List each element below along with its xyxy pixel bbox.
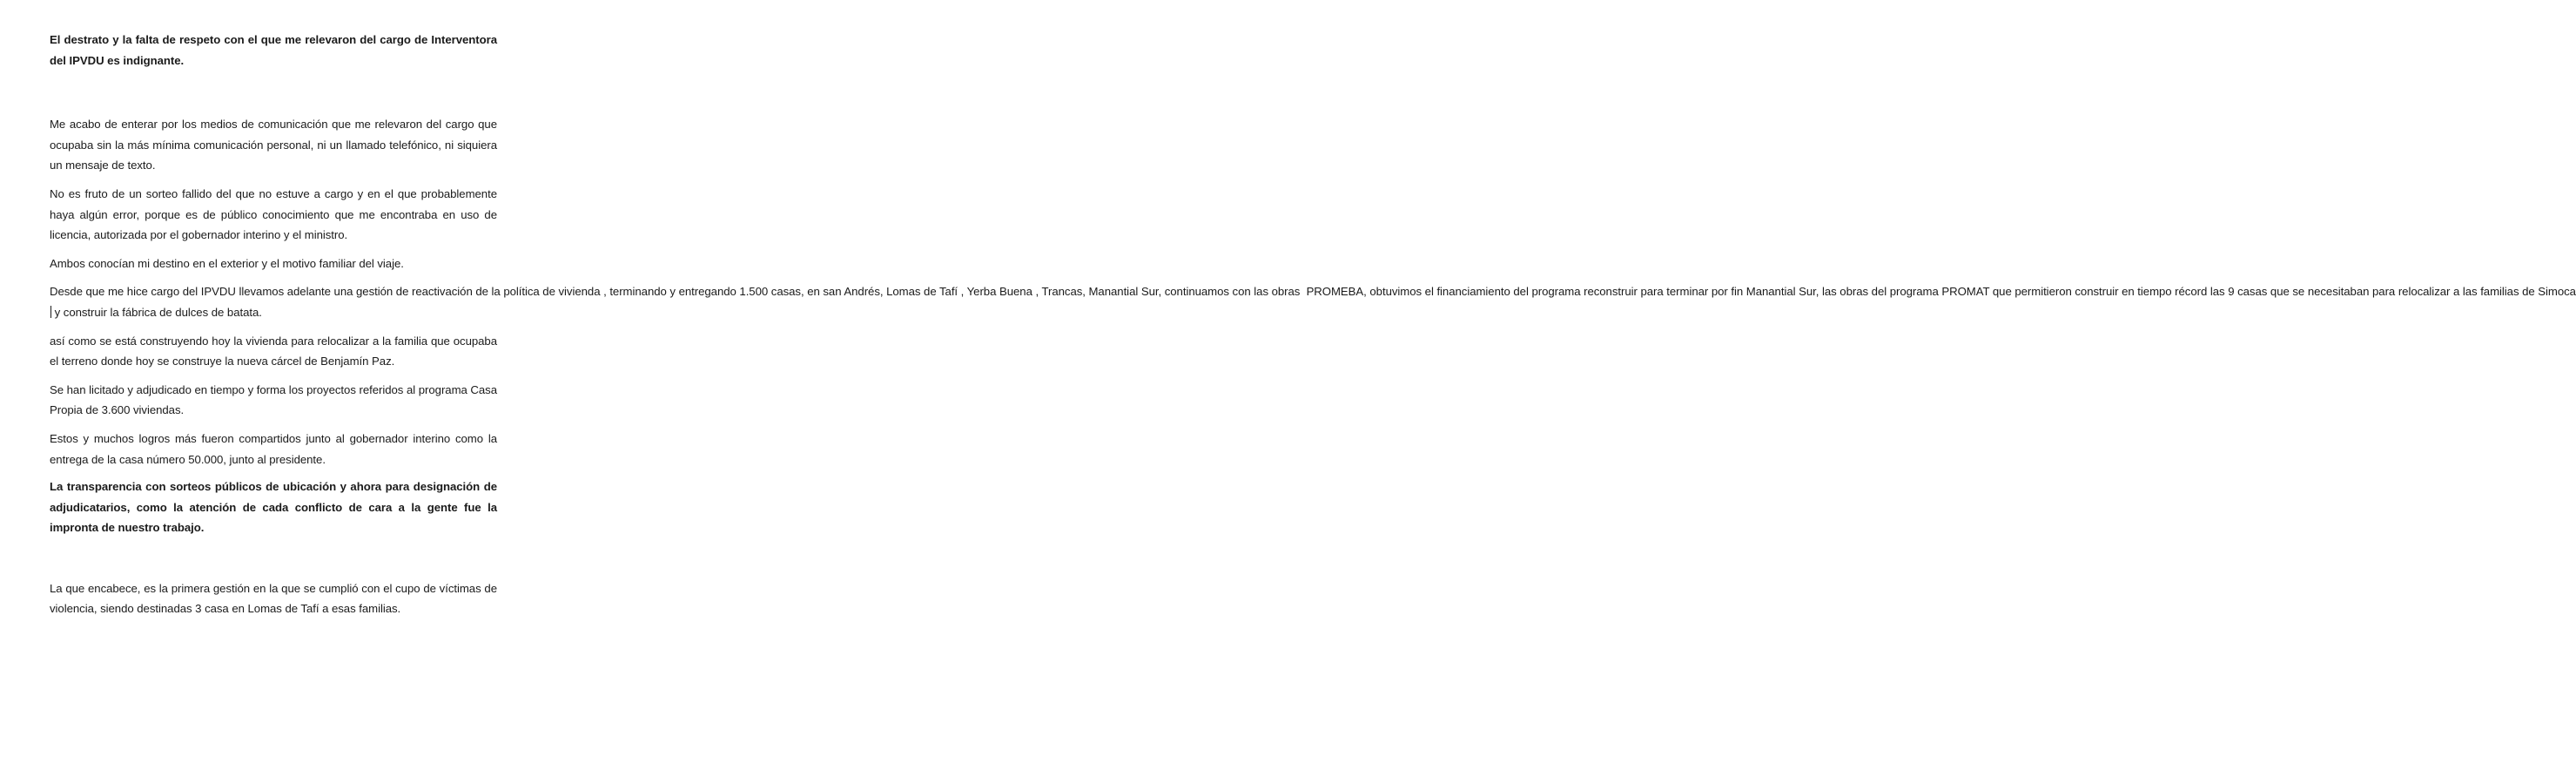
spacer-4 <box>50 323 497 331</box>
paragraph-4-text-after-caret: y construir la fábrica de dulces de batata. <box>51 305 262 319</box>
spacer-3 <box>50 274 497 281</box>
document-heading: El destrato y la falta de respeto con el que me relevaron del cargo de Interventora del IPVDU es indignante. <box>50 33 497 67</box>
paragraph-9: La que encabece, es la primera gestión en la que se cumplió con el cupo de víctimas de violencia, siendo destinadas 3 casa en Lomas de Tafí a esas familias. <box>50 581 497 616</box>
paragraph-3: Ambos conocían mi destino en el exterior y el motivo familiar del viaje. <box>50 256 404 270</box>
paragraph-2: No es fruto de un sorteo fallido del que no estuve a cargo y en el que probablemente haya algún error, porque es de público conocimiento que me encontraba en uso de licencia, autorizada por el gobernador interino y el ministro. <box>50 186 497 242</box>
spacer-6 <box>50 421 497 429</box>
spacer-1 <box>50 176 497 184</box>
paragraph-8-emphasized: La transparencia con sorteos públicos de ubicación y ahora para designación de adjudicatarios, como la atención de cada conflicto de cara a la gente fue la impronta de nuestro trabajo. <box>50 480 497 535</box>
spacer-2 <box>50 246 497 253</box>
document-text-body[interactable] <box>50 30 2576 619</box>
paragraph-6: Se han licitado y adjudicado en tiempo y forma los proyectos referidos al programa Casa Propia de 3.600 viviendas. <box>50 382 497 417</box>
paragraph-5: así como se está construyendo hoy la vivienda para relocalizar a la familia que ocupaba el terreno donde hoy se construye la nueva cárcel de Benjamín Paz. <box>50 334 497 368</box>
paragraph-1: Me acabo de enterar por los medios de comunicación que me relevaron del cargo que ocupaba sin la más mínima comunicación personal, ni un llamado telefónico, ni siquiera un mensaje de texto. <box>50 118 497 172</box>
spacer-after-heading <box>50 71 497 114</box>
paragraph-4-text-before-caret: Desde que me hice cargo del IPVDU llevamos adelante una gestión de reactivación de la política de vivienda , terminando y entregando 1.500 casas, en san Andrés, Lomas de Tafí , Yerba Buena , Trancas, Manantial Sur, continuamos con las obras PROMEBA, obtuvimos el financiamiento del programa reconstruir para terminar por fin Manantial Sur, las obras del programa PROMAT que permitieron construir en tiempo récord las 9 casas que se necesitaban para relocalizar a las familias de Simoca <box>50 285 2576 299</box>
spacer-7 <box>50 470 497 476</box>
paragraph-7: Estos y muchos logros más fueron compartidos junto al gobernador interino como la entrega de la casa número 50.000, junto al presidente. <box>50 431 497 466</box>
spacer-5 <box>50 372 497 380</box>
spacer-8 <box>50 538 497 578</box>
paragraph-4-with-caret <box>50 281 2576 322</box>
